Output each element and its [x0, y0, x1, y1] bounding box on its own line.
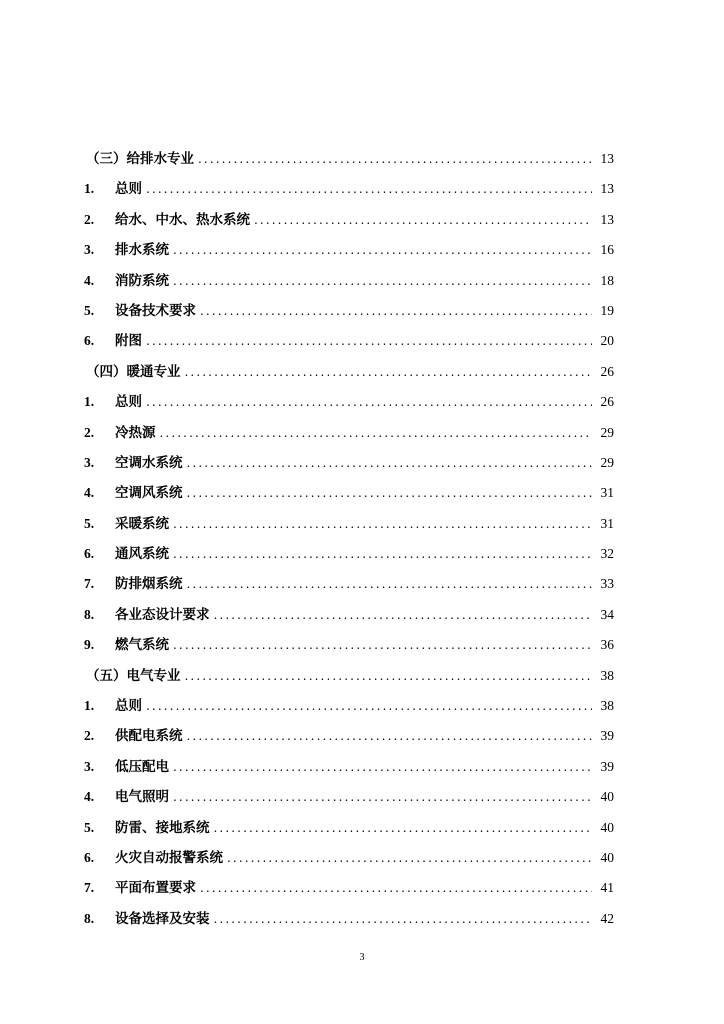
toc-entry[interactable] — [84, 843, 614, 873]
toc-entry[interactable] — [84, 600, 614, 630]
toc-entry-number: 3. — [84, 242, 95, 258]
page-number: 3 — [359, 952, 365, 963]
toc-entry-title: 总则 — [115, 394, 142, 411]
toc-entry-page: 13 — [600, 181, 614, 197]
dot-leader — [185, 661, 593, 691]
toc-entry[interactable] — [84, 326, 614, 356]
toc-entry-title: 空调水系统 — [115, 454, 183, 471]
toc-entry-number: 4. — [84, 485, 95, 501]
toc-entry-page: 26 — [600, 394, 614, 410]
dot-leader — [160, 418, 593, 448]
toc-entry-page: 34 — [600, 606, 614, 622]
dot-leader — [187, 478, 593, 508]
toc-section-entry[interactable] — [84, 357, 614, 387]
toc-entry-number: 5. — [84, 515, 95, 531]
toc-entry-number: 4. — [84, 789, 95, 805]
dot-leader — [187, 721, 593, 751]
toc-entry-title: 总则 — [115, 698, 142, 715]
toc-entry[interactable] — [84, 873, 614, 903]
toc-entry-title: 采暖系统 — [115, 515, 169, 532]
toc-entry-number: 7. — [84, 576, 95, 592]
dot-leader — [173, 235, 592, 265]
toc-entry-number: 6. — [84, 546, 95, 562]
toc-entry[interactable] — [84, 630, 614, 660]
toc-entry-title: 各业态设计要求 — [115, 606, 210, 623]
toc-entry[interactable] — [84, 387, 614, 417]
toc-entry-number: 4. — [84, 272, 95, 288]
dot-leader — [198, 144, 592, 174]
toc-entry-number: 1. — [84, 181, 95, 197]
toc-entry-number: 1. — [84, 698, 95, 714]
toc-entry-number: 5. — [84, 302, 95, 318]
toc-entry-title: 供配电系统 — [115, 728, 183, 745]
toc-entry[interactable] — [84, 813, 614, 843]
toc-entry-page: 20 — [600, 333, 614, 349]
toc-entry-title: 平面布置要求 — [115, 880, 196, 897]
toc-entry-page: 38 — [600, 667, 614, 683]
toc-entry-page: 13 — [600, 151, 614, 166]
toc-entry[interactable] — [84, 752, 614, 782]
toc-entry-title: 设备选择及安装 — [115, 910, 210, 927]
toc-section-entry[interactable] — [84, 661, 614, 691]
toc-entry-number: 5. — [84, 819, 95, 835]
toc-section-entry[interactable] — [84, 144, 614, 174]
dot-leader — [173, 539, 592, 569]
toc-entry-title: 燃气系统 — [115, 637, 169, 654]
dot-leader — [187, 448, 593, 478]
toc-entry-number: 8. — [84, 606, 95, 622]
toc-entry-page: 39 — [600, 728, 614, 744]
toc-entry-page: 31 — [600, 515, 614, 531]
toc-entry-title: （四）暖通专业 — [86, 363, 181, 380]
toc-entry[interactable] — [84, 205, 614, 235]
toc-entry-page: 13 — [600, 211, 614, 227]
toc-entry-title: 排水系统 — [115, 242, 169, 259]
toc-entry-page: 26 — [600, 363, 614, 379]
toc-entry-page: 38 — [600, 698, 614, 714]
toc-entry-title: 通风系统 — [115, 546, 169, 563]
toc-entry-title: 火灾自动报警系统 — [115, 849, 223, 866]
toc-entry[interactable] — [84, 691, 614, 721]
toc-entry-page: 29 — [600, 424, 614, 440]
toc-entry-number: 9. — [84, 637, 95, 653]
toc-entry-number: 6. — [84, 333, 95, 349]
toc-entry[interactable] — [84, 478, 614, 508]
toc-entry-page: 40 — [600, 819, 614, 835]
toc-entry[interactable] — [84, 296, 614, 326]
dot-leader — [146, 174, 592, 204]
toc-entry-title: 低压配电 — [115, 758, 169, 775]
toc-entry-number: 8. — [84, 910, 95, 926]
toc-entry-title: 防雷、接地系统 — [115, 819, 210, 836]
toc-entry-number: 6. — [84, 849, 95, 865]
toc-entry-title: 消防系统 — [115, 272, 169, 289]
toc-entry-number: 2. — [84, 728, 95, 744]
toc-entry[interactable] — [84, 782, 614, 812]
toc-entry[interactable] — [84, 904, 614, 934]
toc-entry-number: 2. — [84, 211, 95, 227]
dot-leader — [200, 296, 592, 326]
dot-leader — [254, 205, 592, 235]
toc-entry[interactable] — [84, 235, 614, 265]
toc-entry-page: 29 — [600, 454, 614, 470]
toc-entry-page: 32 — [600, 546, 614, 562]
toc-entry-number: 1. — [84, 394, 95, 410]
toc-entry[interactable] — [84, 174, 614, 204]
toc-entry-page: 40 — [600, 849, 614, 865]
toc-entry[interactable] — [84, 721, 614, 751]
toc-entry-title: （五）电气专业 — [86, 667, 181, 684]
toc-entry-title: 电气照明 — [115, 789, 169, 806]
toc-entry-page: 41 — [600, 880, 614, 896]
toc-entry-title: （三）给排水专业 — [86, 151, 194, 167]
dot-leader — [173, 509, 592, 539]
dot-leader — [185, 357, 593, 387]
dot-leader — [227, 843, 592, 873]
toc-entry-title: 防排烟系统 — [115, 576, 183, 593]
toc-entry-number: 2. — [84, 424, 95, 440]
toc-entry[interactable] — [84, 509, 614, 539]
toc-entry-number: 3. — [84, 758, 95, 774]
toc-entry[interactable] — [84, 539, 614, 569]
toc-entry-page: 16 — [600, 242, 614, 258]
dot-leader — [173, 630, 592, 660]
toc-entry-title: 总则 — [115, 181, 142, 198]
toc-entry[interactable] — [84, 418, 614, 448]
toc-entry-title: 空调风系统 — [115, 485, 183, 502]
dot-leader — [146, 691, 592, 721]
toc-entry[interactable] — [84, 569, 614, 599]
dot-leader — [214, 904, 593, 934]
dot-leader — [146, 387, 592, 417]
toc-entry-page: 36 — [600, 637, 614, 653]
dot-leader — [200, 873, 592, 903]
dot-leader — [173, 266, 592, 296]
dot-leader — [187, 569, 593, 599]
toc-entry-page: 33 — [600, 576, 614, 592]
toc-entry-page: 39 — [600, 758, 614, 774]
toc-entry[interactable] — [84, 266, 614, 296]
table-of-contents — [84, 144, 614, 934]
toc-entry-number: 3. — [84, 454, 95, 470]
toc-entry-page: 19 — [600, 302, 614, 318]
toc-entry-page: 40 — [600, 789, 614, 805]
dot-leader — [173, 752, 592, 782]
toc-entry[interactable] — [84, 448, 614, 478]
toc-entry-title: 设备技术要求 — [115, 302, 196, 319]
dot-leader — [173, 782, 592, 812]
dot-leader — [146, 326, 592, 356]
dot-leader — [214, 813, 593, 843]
toc-entry-title: 附图 — [115, 333, 142, 350]
toc-entry-title: 冷热源 — [115, 424, 156, 441]
toc-entry-page: 31 — [600, 485, 614, 501]
dot-leader — [214, 600, 593, 630]
toc-entry-number: 7. — [84, 880, 95, 896]
toc-entry-page: 18 — [600, 272, 614, 288]
toc-entry-page: 42 — [600, 910, 614, 926]
toc-entry-title: 给水、中水、热水系统 — [115, 211, 250, 228]
